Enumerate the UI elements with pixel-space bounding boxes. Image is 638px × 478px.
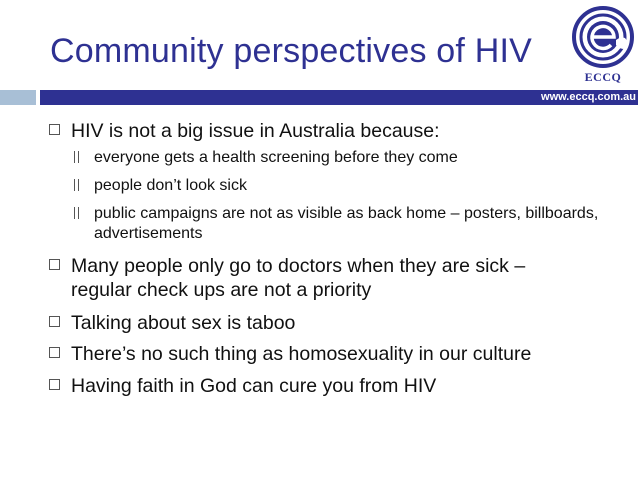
square-bullet-icon <box>49 347 60 358</box>
sub-bullet-icon <box>74 151 79 163</box>
square-bullet-icon <box>49 379 60 390</box>
header-accent-bar <box>0 90 36 105</box>
bullet-item <box>71 374 611 398</box>
square-bullet-icon <box>49 124 60 135</box>
bullet-item <box>71 342 611 366</box>
sub-bullet-icon <box>74 207 79 219</box>
sub-bullet-text: everyone gets a health screening before they come <box>94 149 458 166</box>
sub-bullet-item <box>94 204 599 244</box>
eccq-logo-mark <box>572 4 634 70</box>
bullet-text: There’s no such thing as homosexuality in our culture <box>71 343 532 365</box>
bullet-text: Many people only go to doctors when they are sick – regular check ups are not a priority <box>71 255 526 301</box>
eccq-logo <box>572 4 634 88</box>
logo-text: ECCQ <box>584 70 622 84</box>
sub-bullet-item <box>94 176 604 196</box>
sub-bullet-text: people don’t look sick <box>94 177 247 194</box>
slide-title: Community perspectives of HIV <box>50 32 532 70</box>
bullet-item <box>71 311 611 335</box>
website-url: www.eccq.com.au <box>541 91 636 103</box>
bullet-item <box>71 119 611 143</box>
square-bullet-icon <box>49 316 60 327</box>
bullet-text: Having faith in God can cure you from HIV <box>71 375 437 397</box>
sub-bullet-icon <box>74 179 79 191</box>
bullet-text: HIV is not a big issue in Australia because: <box>71 120 440 142</box>
bullet-text: Talking about sex is taboo <box>71 312 296 334</box>
sub-bullet-item <box>94 148 604 168</box>
sub-bullet-text: public campaigns are not as visible as back home – posters, billboards, advertisements <box>94 205 599 242</box>
square-bullet-icon <box>49 259 60 270</box>
bullet-item <box>71 254 581 302</box>
